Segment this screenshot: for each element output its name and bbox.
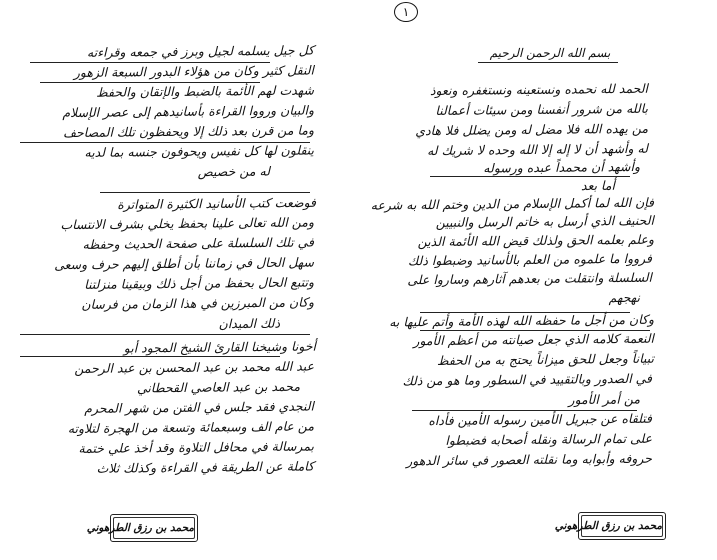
left-text-line: محمد بن عبد العاصي القحطاني bbox=[136, 378, 301, 396]
left-text-underline bbox=[20, 334, 310, 335]
right-text-line: له وأشهد أن لا إله إلا الله وحده لا شريك له bbox=[426, 140, 649, 159]
left-text-line: في تلك السلسلة على صفحة الحديث وحفظه bbox=[82, 234, 315, 252]
right-text-line: الحمد لله نحمده ونستعينه ونستغفره ونعوذ bbox=[429, 80, 649, 99]
right-text-line: فرووا ما علموه من العلم بالأسانيد وضبطوا ذلك bbox=[407, 250, 653, 269]
right-seal-stamp bbox=[554, 512, 666, 540]
right-text-underline bbox=[420, 330, 650, 331]
left-text-line: من عام الف وسبعمائة وتسعة من الهجرة لتلاوته bbox=[67, 418, 315, 437]
left-text-underline bbox=[100, 192, 310, 193]
right-text-underline bbox=[420, 312, 630, 313]
right-text-line: الحنيف الذي أرسل به خاتم الرسل والنبيين bbox=[435, 212, 655, 230]
left-text-line: كاملة عن الطريقة في القراءة وكذلك ثلاث bbox=[96, 458, 315, 476]
right-text-line: وعلم بعلمه الحق ولذلك قيض الله الأئمة الذين bbox=[417, 231, 655, 250]
left-text-line: النقل كثير وكان من هؤلاء البدور السبعة الزهور bbox=[73, 62, 315, 80]
left-text-line: أخونا وشيخنا القارئ الشيخ المجود أبو bbox=[123, 338, 317, 356]
left-text-underline bbox=[30, 62, 270, 63]
basmala: بسم الله الرحمن الرحيم bbox=[489, 46, 611, 60]
left-text-line: فوضعت كتب الأسانيد الكثيرة المتواترة bbox=[117, 194, 317, 212]
right-text-line: النعمة كلامه الذي جعل صيانته من أعظم الأمور bbox=[413, 330, 655, 349]
left-text-underline bbox=[40, 82, 260, 83]
left-text-line: وما من قرن بعد ذلك إلا ويحفظون تلك المصاحف bbox=[62, 122, 315, 141]
right-text-line: من يهده الله فلا مضل له ومن يضلل فلا هادي bbox=[415, 120, 649, 139]
page-number: ١ bbox=[394, 2, 418, 22]
left-text-underline bbox=[20, 142, 310, 143]
right-text-line: تبياناً وجعل للحق ميزاناً يحتج به من الحفظ bbox=[436, 350, 655, 368]
basmala-underline bbox=[478, 62, 618, 63]
right-stamp-text: محمد بن رزق الطرهوني bbox=[581, 515, 663, 537]
right-text-line: حروفه وأبوابه وما نقلته العصور في سائر الدهور bbox=[406, 450, 653, 469]
left-text-line: وكان من المبرزين في هذا الزمان من فرسان bbox=[81, 294, 315, 312]
left-text-line: وتتبع الحال بحفظ من أجل ذلك وبيقينا منزلتنا bbox=[84, 274, 315, 292]
right-text-line: بالله من شرور أنفسنا ومن سيئات أعمالنا bbox=[435, 100, 649, 118]
right-text-line: أما بعد bbox=[580, 177, 616, 194]
left-text-line: له من خصيص bbox=[197, 163, 271, 180]
right-text-underline bbox=[412, 410, 637, 411]
left-text-line: ينقلون لها كل نفيس ويحوفون جنسه بما لديه bbox=[84, 142, 315, 160]
right-text-line: على تمام الرسالة ونقله أصحابه فضبطوا bbox=[445, 430, 653, 448]
left-text-line: شهدت لهم الأئمة بالضبط والإتقان والحفظ bbox=[96, 82, 315, 100]
right-text-line: فإن الله لما أكمل الإسلام من الدين وختم الله به شرعه bbox=[370, 194, 655, 213]
right-text-line: السلسلة وانتقلت من بعدهم آثارهم وساروا على bbox=[407, 269, 653, 288]
left-stamp-text: محمد بن رزق الطرهوني bbox=[113, 517, 195, 539]
left-text-line: سهل الحال في زماننا بأن أطلق إليهم حرف وسعى bbox=[54, 254, 315, 273]
left-text-line: كل جيل يسلمه لجيل وبرز في جمعه وقراءته bbox=[86, 42, 315, 60]
right-text-line: فتلقاه عن جبريل الأمين رسوله الأمين فأداه bbox=[428, 410, 653, 429]
left-text-line: عبد الله محمد بن عبد المحسن بن عبد الرحمن bbox=[74, 358, 315, 376]
left-text-line: ومن الله تعالى علينا بحفظ يخلي بشرف الانتساب bbox=[60, 214, 315, 233]
left-seal-stamp bbox=[86, 514, 198, 542]
right-text-line: من أمر الأمور bbox=[568, 391, 641, 408]
right-text-line: نهجهم bbox=[608, 289, 641, 306]
right-text-line: وأشهد أن محمداً عبده ورسوله bbox=[483, 158, 641, 176]
left-text-line: بمرسالة في محافل التلاوة وقد أخذ علي ختمة bbox=[78, 438, 315, 456]
left-text-line: ذلك الميدان bbox=[218, 315, 281, 332]
left-text-underline bbox=[20, 356, 280, 357]
right-text-underline bbox=[430, 176, 630, 177]
right-page bbox=[362, 0, 717, 560]
left-text-line: والبيان ورووا القراءة بأسانيدهم إلى عصر الإسلام bbox=[62, 102, 315, 121]
right-text-line: وكان من أجل ما حفظه الله لهذه الأمة وأتم عليها به bbox=[389, 311, 655, 330]
left-text-line: النجدي فقد جلس في الفتن من شهر المحرم bbox=[84, 398, 315, 416]
right-text-line: في الصدور وبالتقييد في السطور وما هو من ذلك bbox=[402, 370, 653, 389]
